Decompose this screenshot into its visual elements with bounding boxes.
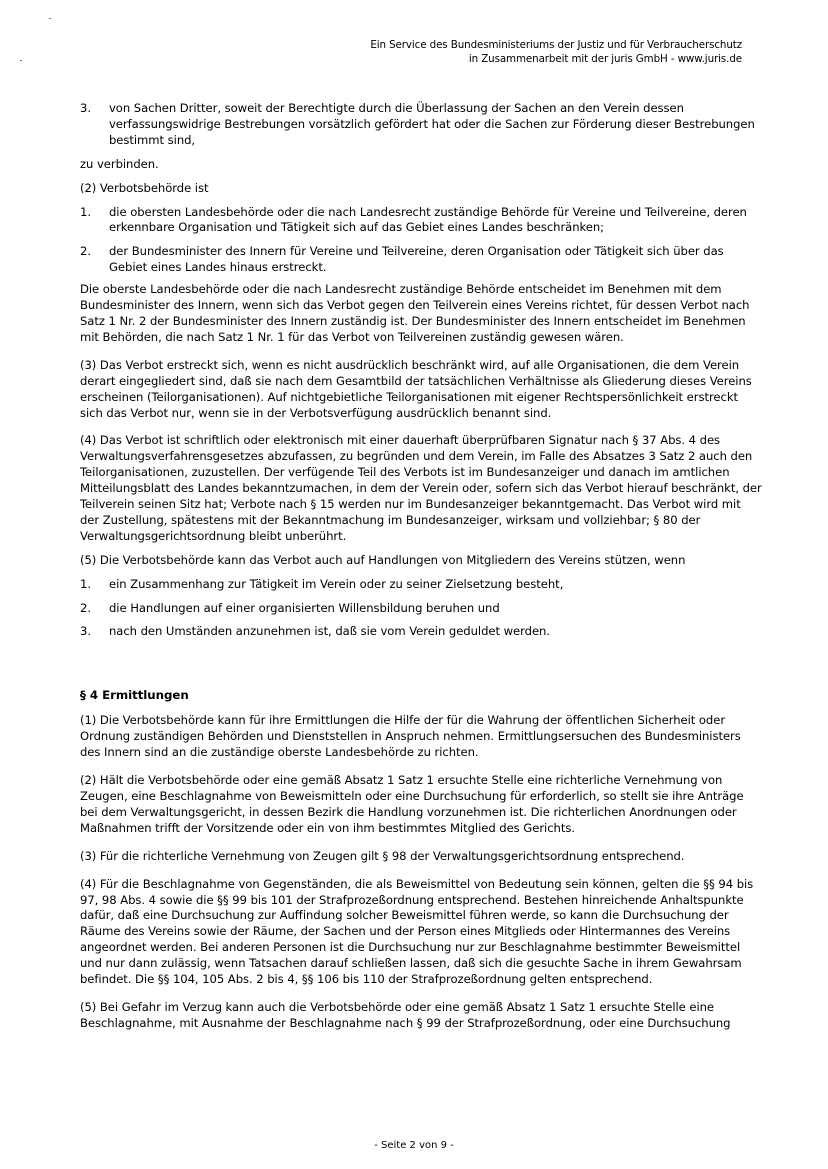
- list-text: die obersten Landesbehörde oder die nach Landesrecht zuständige Behörde für Vereine und Teilvereine, deren erkennbare Organisation und Tätigkeit sich auf das Gebiet eines Landes beschränken;: [109, 204, 747, 235]
- paragraph: (4) Das Verbot ist schriftlich oder elektronisch mit einer dauerhaft überprüfbaren Signatur nach § 37 Abs. 4 des Verwaltungsverfahrensgesetzes abzufassen, zu begründen und dem Verein, im Falle des Absatzes 3 Satz 2 auch den Teilorganisationen, zuzustellen. Der verfügende Teil des Verbots ist im Bundesanzeiger und danach im amtlichen Mitteilungsblatt des Landes bekanntzumachen, in dem der Verein oder, sofern sich das Verbot hierauf beschränkt, der Teilverein seinen Sitz hat; Verbote nach § 15 werden nur im Bundesanzeiger bekanntgemacht. Das Verbot wird mit der Zustellung, spätestens mit der Bekanntmachung im Bundesanzeiger, wirksam und vollziehbar; § 80 der Verwaltungsgerichtsordnung bleibt unberührt.: [80, 433, 762, 543]
- list-item: [80, 601, 763, 617]
- paragraph: (2) Hält die Verbotsbehörde oder eine gemäß Absatz 1 Satz 1 ersuchte Stelle eine richterliche Vernehmung von Zeugen, eine Beschlagnahme von Beweismitteln oder eine Durchsuchung für erforderlich, so stellt sie ihre Anträge bei dem Verwaltungsgericht, in dessen Bezirk die Handlung vorzunehmen ist. Die richterlichen Anordnungen oder Maßnahmen trifft der Vorsitzende oder ein von ihm bestimmtes Mitglied des Gerichts.: [80, 773, 744, 835]
- list-number: 2.: [80, 244, 91, 259]
- page-header: [370, 38, 742, 66]
- paragraph: zu verbinden.: [80, 156, 159, 171]
- list-number: 3.: [80, 624, 91, 639]
- document-body: [80, 101, 763, 1040]
- list-number: 3.: [80, 101, 91, 115]
- paragraph: (5) Die Verbotsbehörde kann das Verbot auch auf Handlungen von Mitgliedern des Vereins stützen, wenn: [80, 552, 686, 567]
- list-text: die Handlungen auf einer organisierten Willensbildung beruhen und: [109, 600, 500, 615]
- scan-mark: [20, 60, 22, 61]
- list-number: 2.: [80, 600, 91, 615]
- list-text: von Sachen Dritter, soweit der Berechtigte durch die Überlassung der Sachen an den Verein dessen verfassungswidrige Bestrebungen vorsätzlich gefördert hat oder die Sachen zur Förderung dieser Bestrebungen bestimmt sind,: [109, 101, 755, 147]
- list-item: [80, 205, 763, 237]
- paragraph: (5) Bei Gefahr im Verzug kann auch die Verbotsbehörde oder eine gemäß Absatz 1 Satz 1 ersuchte Stelle eine Beschlagnahme, mit Ausnahme der Beschlagnahme nach § 99 der Strafprozeßordnung, oder eine Durchsuchung: [80, 999, 731, 1030]
- list-number: 1.: [80, 576, 91, 591]
- paragraph: (3) Das Verbot erstreckt sich, wenn es nicht ausdrücklich beschränkt wird, auf alle Organisationen, die dem Verein derart eingegliedert sind, daß sie nach dem Gesamtbild der tatsächlichen Verhältnisse als Gliederung dieses Vereins erscheinen (Teilorganisationen). Auf nichtgebietliche Teilorganisationen mit eigener Rechtspersönlichkeit erstreckt sich das Verbot nur, wenn sie in der Verbotsverfügung ausdrücklich benannt sind.: [80, 357, 752, 420]
- paragraph: (3) Für die richterliche Vernehmung von Zeugen gilt § 98 der Verwaltungsgerichtsordnung entsprechend.: [80, 848, 685, 863]
- list-item: [80, 624, 763, 640]
- list-item: [80, 244, 763, 276]
- list-text: der Bundesminister des Innern für Vereine und Teilvereine, deren Organisation oder Tätigkeit sich über das Gebiet eines Landes hinaus erstreckt.: [109, 244, 724, 275]
- paragraph: Die oberste Landesbehörde oder die nach Landesrecht zuständige Behörde entscheidet im Benehmen mit dem Bundesminister des Innern, wenn sich das Verbot gegen den Teilverein eines Vereins richtet, für dessen Verbot nach Satz 1 Nr. 2 der Bundesminister des Innern zuständig ist. Der Bundesminister des Innern entscheidet im Benehmen mit Behörden, die nach Satz 1 Nr. 1 für das Verbot von Teilvereinen zuständig gewesen wären.: [80, 282, 750, 344]
- list-text: nach den Umständen anzunehmen ist, daß sie vom Verein geduldet werden.: [109, 624, 550, 639]
- list-number: 1.: [80, 204, 91, 219]
- list-item: [80, 577, 763, 593]
- paragraph: (1) Die Verbotsbehörde kann für ihre Ermittlungen die Hilfe der für die Wahrung der öffentlichen Sicherheit oder Ordnung zuständigen Behörden und Dienststellen in Anspruch nehmen. Ermittlungsersuchen des Bundesministers des Innern sind an die zuständige oberste Landesbehörde zu richten.: [80, 713, 741, 760]
- list-text: ein Zusammenhang zur Tätigkeit im Verein oder zu seiner Zielsetzung besteht,: [109, 576, 564, 591]
- section-heading: § 4 Ermittlungen: [80, 688, 189, 703]
- scan-mark: [49, 18, 51, 19]
- paragraph: (4) Für die Beschlagnahme von Gegenständen, die als Beweismittel von Bedeutung sein können, gelten die §§ 94 bis 97, 98 Abs. 4 sowie die §§ 99 bis 101 der Strafprozeßordnung entsprechend. Bestehen hinreichende Anhaltspunkte dafür, daß eine Durchsuchung zur Auffindung solcher Beweismittel führen werde, so kann die Durchsuchung der Räume des Vereins sowie der Räume, der Sachen und der Person eines Mitglieds oder Hintermannes des Vereins angeordnet werden. Bei anderen Personen ist die Durchsuchung nur zur Beschlagnahme bestimmter Beweismittel und nur dann zulässig, wenn Tatsachen darauf schließen lassen, daß sich die gesuchte Sache in ihrem Gewahrsam befindet. Die §§ 104, 105 Abs. 2 bis 4, §§ 106 bis 110 der Strafprozeßordnung gelten entsprechend.: [80, 876, 754, 987]
- paragraph: (2) Verbotsbehörde ist: [80, 180, 209, 195]
- page-number: - Seite 2 von 9 -: [374, 1140, 454, 1151]
- header-line-2: in Zusammenarbeit mit der juris GmbH - www.juris.de: [468, 53, 742, 65]
- list-item: [80, 101, 763, 149]
- header-line-1: Ein Service des Bundesministeriums der Justiz und für Verbraucherschutz: [370, 39, 742, 51]
